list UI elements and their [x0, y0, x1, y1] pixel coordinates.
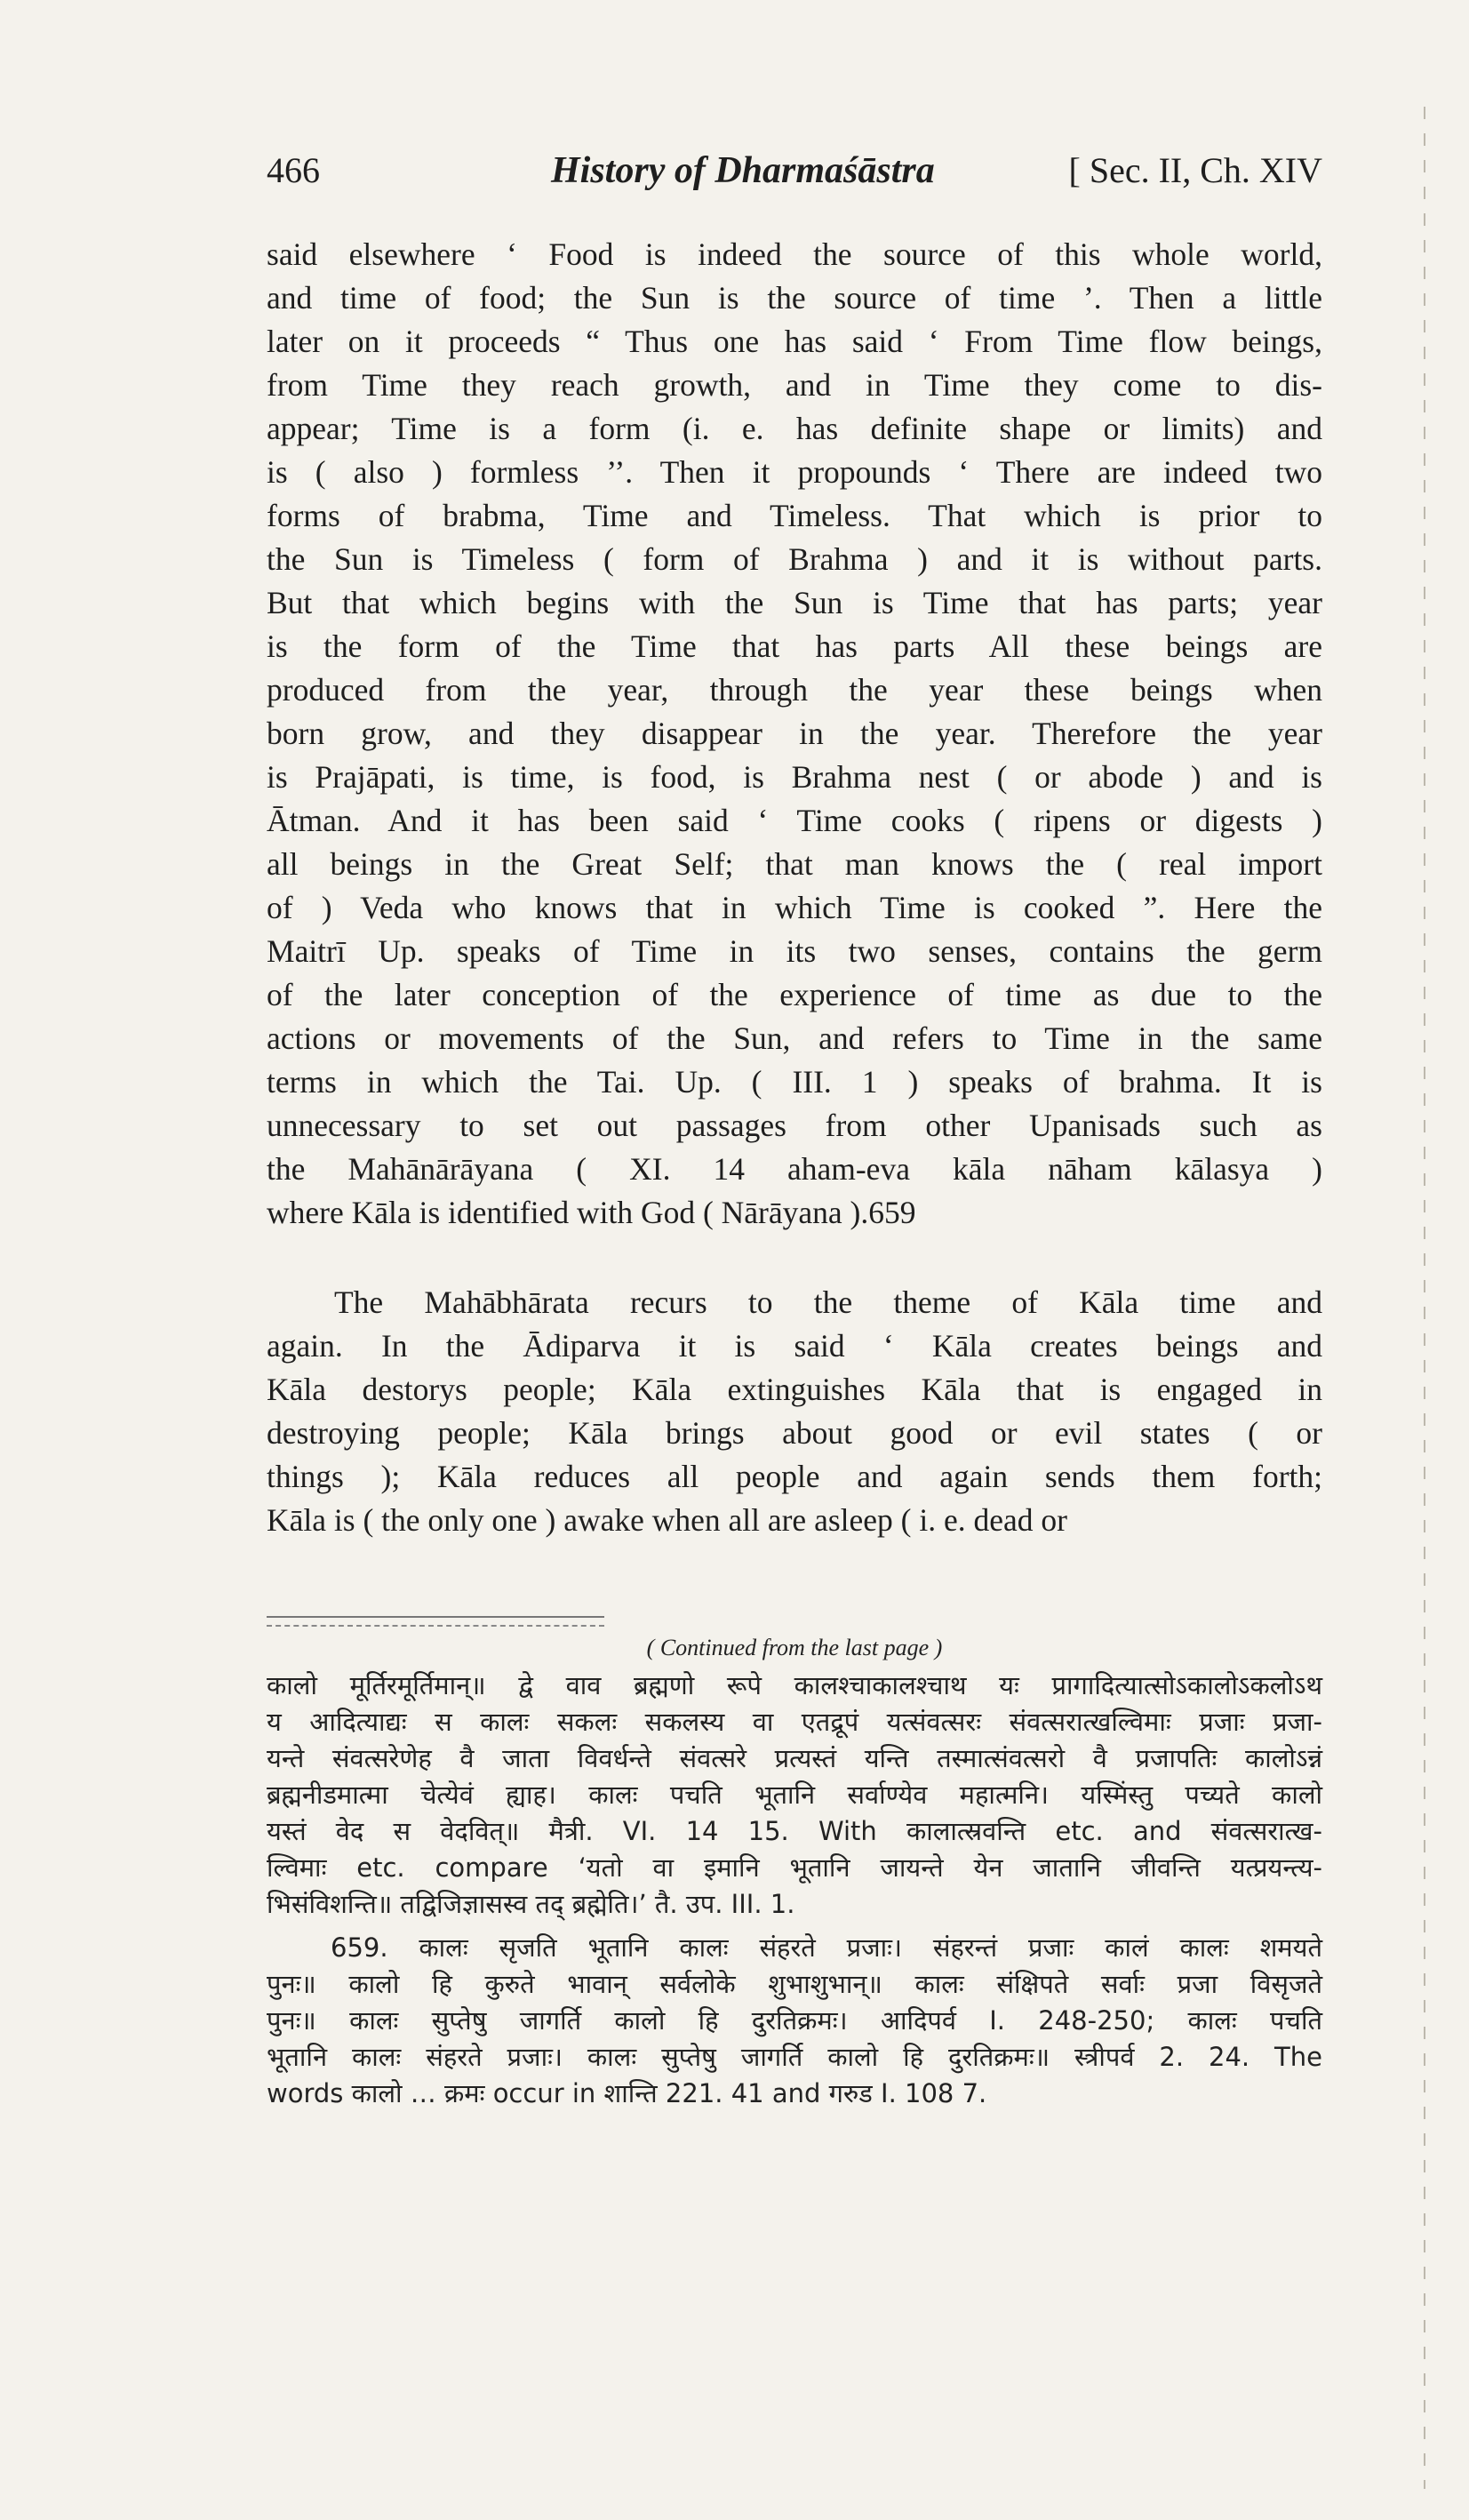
footnote-line: यस्तं वेद स वेदवित्॥ मैत्री. VI. 14 15. With कालात्स्रवन्ति etc. and संवत्सरात्ख-	[267, 1816, 1322, 1846]
footnote-line: ब्रह्मनीडमात्मा चेत्येवं ह्याह। कालः पचति भूतानि सर्वाण्येव महात्मनि। यस्मिंस्तु पच्यते कालो	[267, 1780, 1322, 1810]
footnote-rule	[267, 1616, 604, 1627]
footnote-line: पुनः॥ कालो हि कुरुते भावान् सर्वलोके शुभाशुभान्॥ कालः संक्षिपते सर्वाः प्रजा विसृजते	[267, 1969, 1322, 1999]
text-line: later on it proceeds “ Thus one has said ‘ From Time flow beings,	[267, 324, 1322, 359]
footnote-659	[267, 1930, 1322, 2112]
text-line: and time of food; the Sun is the source of time ’. Then a little	[267, 280, 1322, 316]
text-line: of ) Veda who knows that in which Time is cooked ”. Here the	[267, 890, 1322, 925]
text-line: destroying people; Kāla brings about good or evil states ( or	[267, 1415, 1322, 1451]
text-line: forms of brabma, Time and Timeless. That which is prior to	[267, 498, 1322, 533]
text-line: terms in which the Tai. Up. ( III. 1 ) speaks of brahma. It is	[267, 1064, 1322, 1100]
text-line: Kāla is ( the only one ) awake when all are asleep ( i. e. dead or	[267, 1502, 1067, 1538]
text-line: produced from the year, through the year these beings when	[267, 672, 1322, 708]
running-title: History of Dharmaśāstra	[551, 150, 935, 191]
text-line: said elsewhere ‘ Food is indeed the source of this whole world,	[267, 236, 1322, 272]
scan-edge-line	[1424, 107, 1425, 2489]
footnote-line: यन्ते संवत्सरेणेह वै जाता विवर्धन्ते संवत्सरे प्रत्यस्तं यन्ति तस्मात्संवत्सरो वै प्रजापतिः कालोऽन्नं	[267, 1743, 1322, 1773]
text-line: The Mahābhārata recurs to the theme of Kāla time and	[334, 1284, 1322, 1320]
section-reference: [ Sec. II, Ch. XIV	[1068, 150, 1322, 190]
text-line: Maitrī Up. speaks of Time in its two senses, contains the germ	[267, 933, 1322, 969]
text-line: all beings in the Great Self; that man knows the ( real import	[267, 846, 1322, 882]
text-line: the Sun is Timeless ( form of Brahma ) and it is without parts.	[267, 541, 1322, 577]
text-line: of the later conception of the experience of time as due to the	[267, 977, 1322, 1012]
text-line: Ātman. And it has been said ‘ Time cooks ( ripens or digests )	[267, 803, 1322, 838]
text-line: where Kāla is identified with God ( Nārāyana ).659	[267, 1195, 916, 1230]
footnotes	[267, 1628, 1322, 2112]
paragraph-1	[267, 233, 1322, 1235]
footnote-line: words कालो … क्रमः occur in शान्ति 221. 41 and गरुड I. 108 7.	[267, 2078, 987, 2108]
footnote-line: य आदित्याद्यः स कालः सकलः सकलस्य वा एतद्रूपं यत्संवत्सरः संवत्सरात्खल्विमाः प्रजाः प्रजा-	[267, 1707, 1322, 1737]
text-line: is Prajāpati, is time, is food, is Brahma nest ( or abode ) and is	[267, 759, 1322, 795]
text-line: is ( also ) formless ’’. Then it propounds ‘ There are indeed two	[267, 454, 1322, 490]
text-line: Kāla destorys people; Kāla extinguishes Kāla that is engaged in	[267, 1372, 1322, 1407]
text-line: is the form of the Time that has parts All these beings are	[267, 628, 1322, 664]
footnote-line: पुनः॥ कालः सुप्तेषु जागर्ति कालो हि दुरतिक्रमः। आदिपर्व I. 248-250; कालः पचति	[267, 2005, 1322, 2036]
footnote-continued-text	[267, 1668, 1322, 1923]
footnote-continued-label: ( Continued from the last page )	[646, 1635, 943, 1660]
text-line: unnecessary to set out passages from other Upanisads such as	[267, 1108, 1322, 1143]
footnote-line: भिसंविशन्ति॥ तद्विजिज्ञासस्व तद् ब्रह्मेति।’ तै. उप. III. 1.	[267, 1889, 795, 1919]
text-line: But that which begins with the Sun is Time that has parts; year	[267, 585, 1322, 620]
footnote-line: 659. कालः सृजति भूतानि कालः संहरते प्रजाः। संहरन्तं प्रजाः कालं कालः शमयते	[331, 1932, 1322, 1963]
footnote-line: कालो मूर्तिरमूर्तिमान्॥ द्वे वाव ब्रह्मणो रूपे कालश्चाकालश्चाथ यः प्रागादित्यात्सोऽकालोऽकलोऽथ	[267, 1670, 1322, 1700]
text-line: things ); Kāla reduces all people and again sends them forth;	[267, 1459, 1322, 1494]
running-header	[267, 149, 1322, 203]
text-line: actions or movements of the Sun, and refers to Time in the same	[267, 1020, 1322, 1056]
page-number: 466	[267, 150, 320, 190]
body-text	[267, 233, 1322, 1542]
text-line: born grow, and they disappear in the year. Therefore the year	[267, 716, 1322, 751]
footnote-line: ल्विमाः etc. compare ‘यतो वा इमानि भूतानि जायन्ते येन जातानि जीवन्ति यत्प्रयन्त्य-	[267, 1852, 1322, 1883]
text-line: the Mahānārāyana ( XI. 14 aham-eva kāla nāham kālasya )	[267, 1151, 1322, 1187]
text-line: appear; Time is a form (i. e. has definite shape or limits) and	[267, 411, 1322, 446]
footnote-line: भूतानि कालः संहरते प्रजाः। कालः सुप्तेषु जागर्ति कालो हि दुरतिक्रमः॥ स्त्रीपर्व 2. 24. The	[267, 2042, 1322, 2072]
text-line: again. In the Ādiparva it is said ‘ Kāla creates beings and	[267, 1328, 1322, 1364]
paragraph-2	[267, 1281, 1322, 1542]
text-line: from Time they reach growth, and in Time they come to dis-	[267, 367, 1322, 403]
